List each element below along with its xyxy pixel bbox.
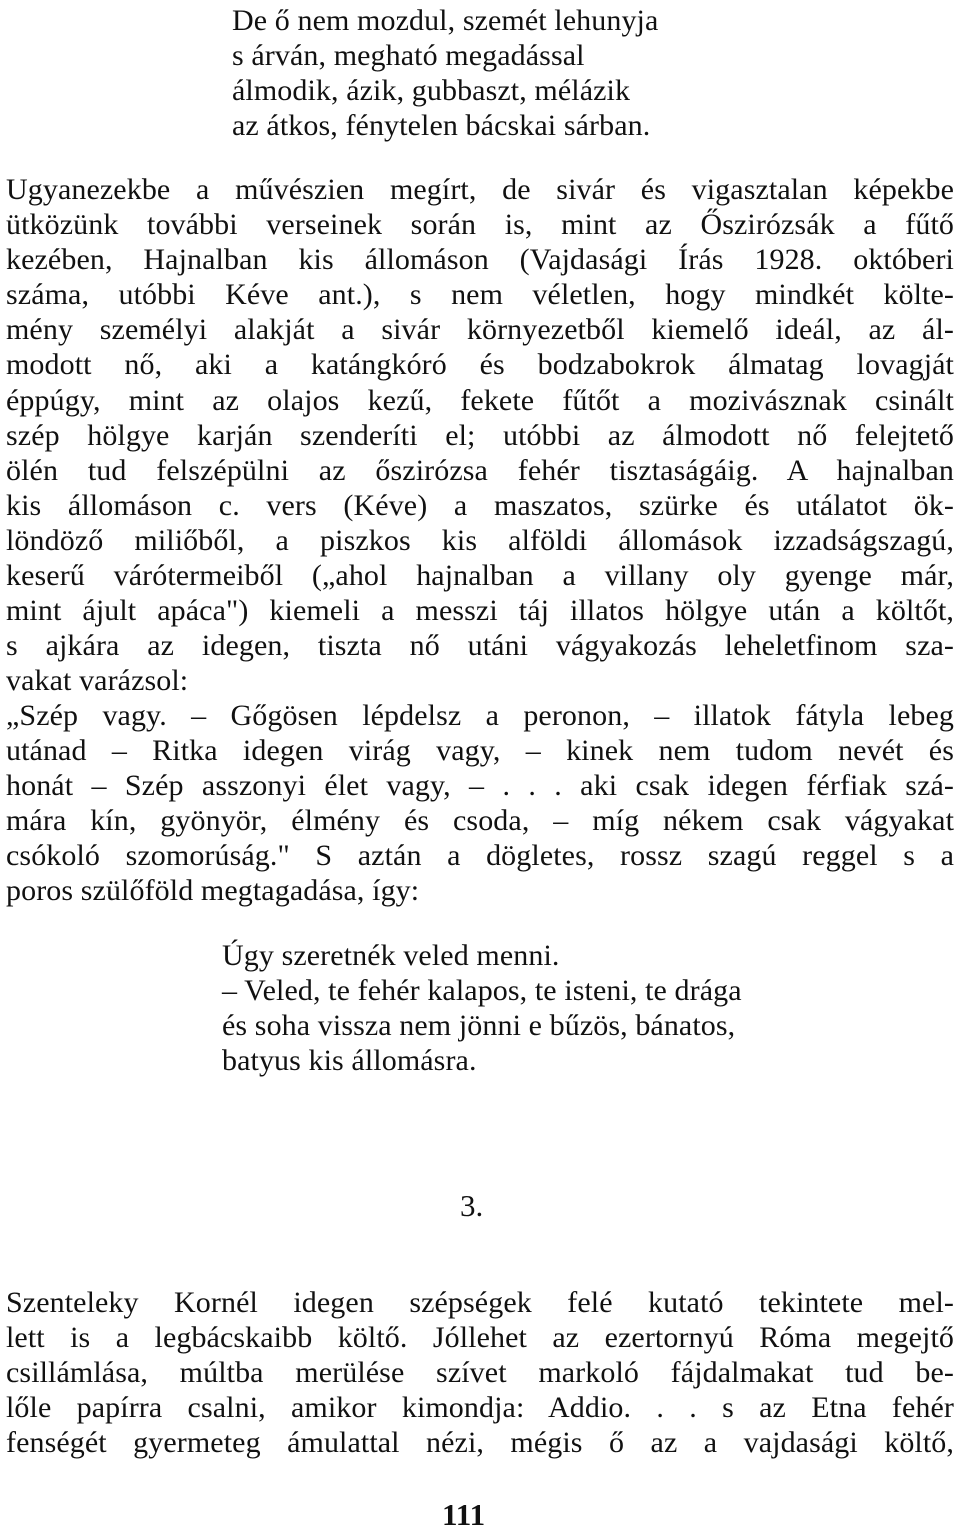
text-line: löndöző miliőből, a piszkos kis alföldi állomások izzadságszagú, xyxy=(6,524,954,557)
text-line: mint ájult apáca") kiemeli a messzi táj illatos hölgye után a költőt, xyxy=(6,594,954,627)
text-line: száma, utóbbi Kéve ant.), s nem véletlen, hogy mindkét költe- xyxy=(6,278,954,311)
section-number: 3. xyxy=(460,1188,484,1223)
text-line: kezében, Hajnalban kis állomáson (Vajdasági Írás 1928. októberi xyxy=(6,243,954,276)
text-line: poros szülőföld megtagadása, így: xyxy=(6,874,420,907)
text-line: csókoló szomorúság." S aztán a dögletes, rossz szagú reggel s a xyxy=(6,839,954,872)
text-line: utánad – Ritka idegen virág vagy, – kinek nem tudom nevét és xyxy=(6,734,954,767)
text-line: honát – Szép asszonyi élet vagy, – . . . aki csak idegen férfiak szá- xyxy=(6,769,954,802)
text-line: mény személyi alakját a sivár környezetből kiemelő ideál, az ál- xyxy=(6,313,954,346)
text-line: mára kín, gyönyör, élmény és csoda, – míg nékem csak vágyakat xyxy=(6,804,954,837)
text-line: lőle papírra csalni, amikor kimondja: Addio. . . s az Etna fehér xyxy=(6,1391,954,1424)
page-number: 111 xyxy=(442,1497,486,1532)
text-line: kis állomáson c. vers (Kéve) a maszatos, szürke és utálatot ök- xyxy=(6,489,954,522)
text-line: s ajkára az idegen, tiszta nő utáni vágyakozás leheletfinom sza- xyxy=(6,629,954,662)
text-line: ütközünk további verseinek során is, mint az Őszirózsák a fűtő xyxy=(6,208,954,241)
text-line: éppúgy, mint az olajos kezű, fekete fűtőt a mozivásznak csinált xyxy=(6,384,954,417)
text-line: keserű várótermeiből („ahol hajnalban a villany oly gyenge már, xyxy=(6,559,954,592)
text-line: lett is a legbácskaibb költő. Jóllehet az ezertornyú Róma megejtő xyxy=(6,1321,954,1354)
text-line: Szenteleky Kornél idegen szépségek felé kutató tekintete mel- xyxy=(6,1286,954,1319)
text-line: ölén tud felszépülni az őszirózsa fehér tisztaságáig. A hajnalban xyxy=(6,454,954,487)
text-line: fenségét gyermeteg ámulattal nézi, mégis ő az a vajdasági költő, xyxy=(6,1426,954,1459)
verse-line: – Veled, te fehér kalapos, te isteni, te drága xyxy=(222,974,742,1007)
verse-line: s árván, megható megadással xyxy=(232,39,585,72)
text-line: vakat varázsol: xyxy=(6,664,189,697)
verse-line: Úgy szeretnék veled menni. xyxy=(222,939,560,972)
verse-line: De ő nem mozdul, szemét lehunyja xyxy=(232,4,659,37)
verse-line: és soha vissza nem jönni e bűzös, bánatos, xyxy=(222,1009,736,1042)
text-line: „Szép vagy. – Gőgösen lépdelsz a peronon, – illatok fátyla lebeg xyxy=(6,699,954,732)
verse-line: az átkos, fénytelen bácskai sárban. xyxy=(232,109,651,142)
text-line: Ugyanezekbe a művészien megírt, de sivár és vigasztalan képekbe xyxy=(6,173,954,206)
verse-line: álmodik, ázik, gubbaszt, mélázik xyxy=(232,74,631,107)
verse-line: batyus kis állomásra. xyxy=(222,1044,477,1077)
text-line: szép hölgye karján szenderíti el; utóbbi az álmodott nő felejtető xyxy=(6,419,954,452)
text-line: csillámlása, múltba merülése szívet markoló fájdalmakat tud be- xyxy=(6,1356,954,1389)
text-line: modott nő, aki a katángkóró és bodzabokrok álmatag lovagját xyxy=(6,348,954,381)
